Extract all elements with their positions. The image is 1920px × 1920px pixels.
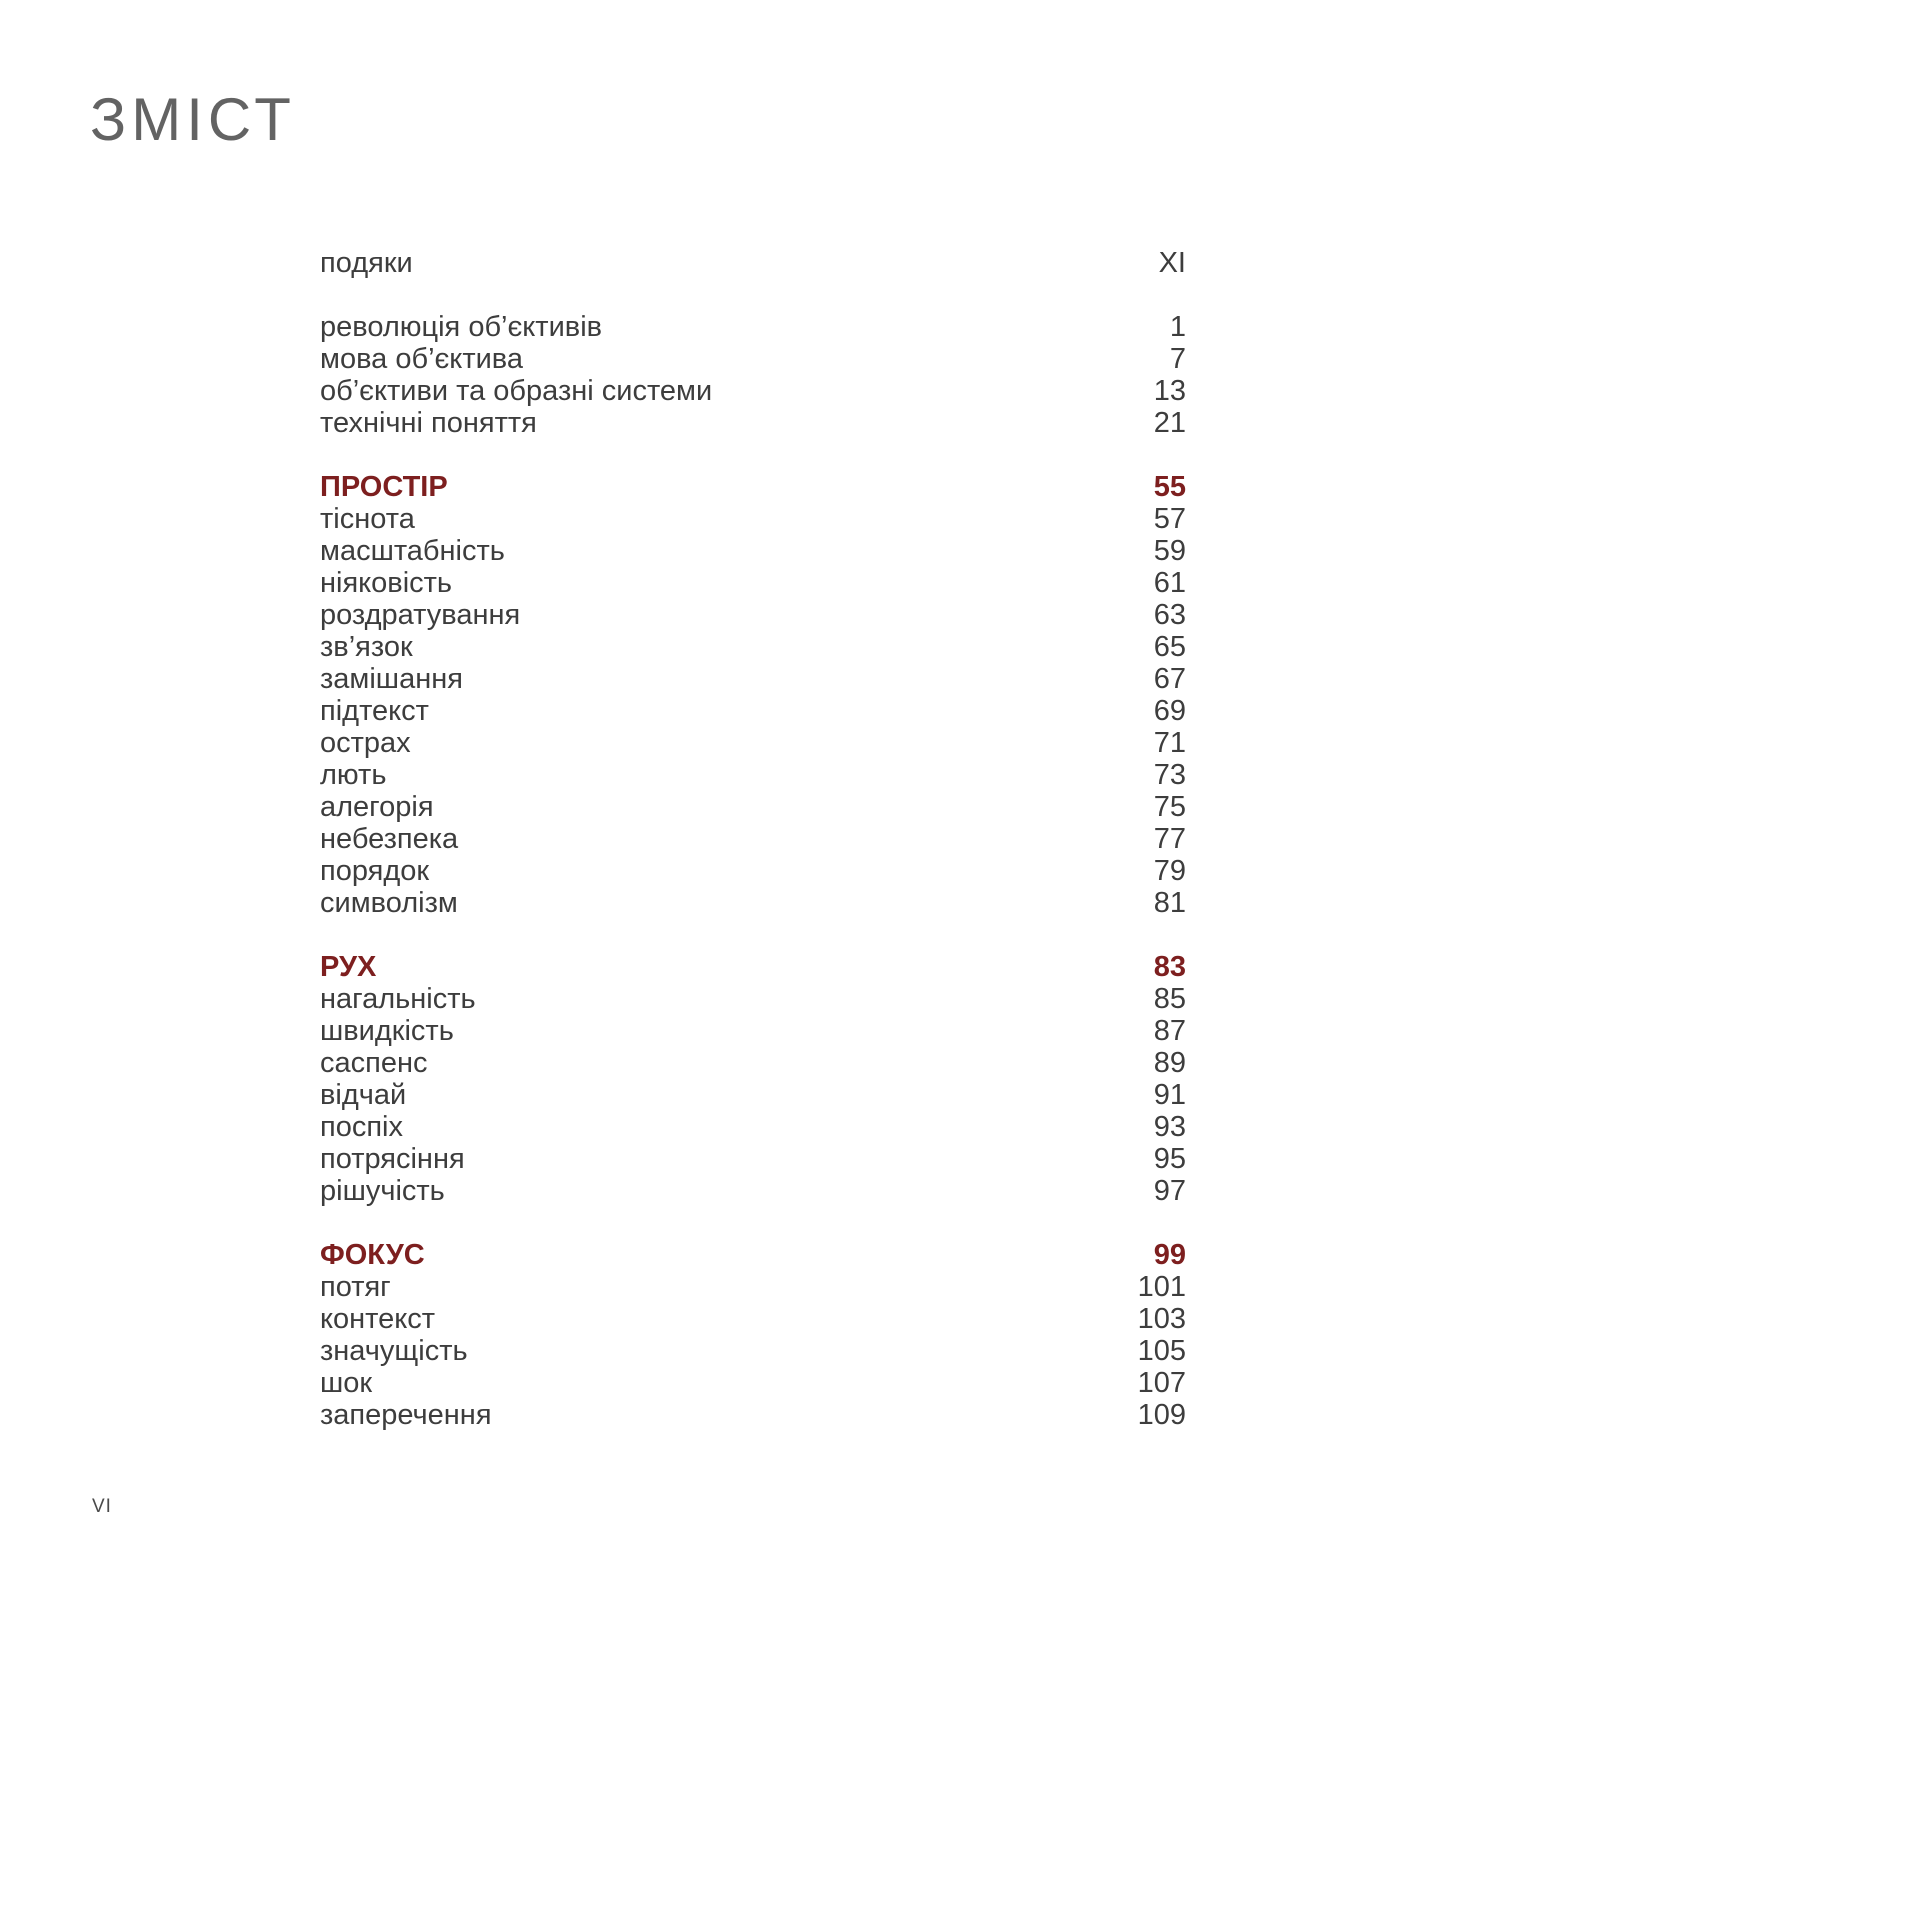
toc-section-page-number: 55 [1153,471,1186,503]
toc-entry-label: потяг [320,1271,391,1303]
toc-section-title: РУХ [320,951,377,983]
toc-entry [320,823,1186,855]
toc-entry-label: роздратування [320,599,521,631]
toc-entry [320,1399,1186,1431]
toc-entry [320,311,1186,343]
toc-entry-page-number: 73 [1153,759,1186,791]
toc-entry [320,1175,1186,1207]
toc-entry-label: замішання [320,663,463,695]
toc-list [320,247,1186,1431]
toc-entry-page-number: 71 [1153,727,1186,759]
toc-entry-page-number: 67 [1153,663,1186,695]
toc-entry [320,1303,1186,1335]
toc-entry-page-number: 93 [1153,1111,1186,1143]
toc-entry [320,887,1186,919]
toc-entry-page-number: 95 [1153,1143,1186,1175]
toc-entry-label: революція об’єктивів [320,311,603,343]
toc-entry-label: потрясіння [320,1143,465,1175]
toc-entry-label: алегорія [320,791,434,823]
toc-entry-label: саспенс [320,1047,428,1079]
toc-entry [320,855,1186,887]
toc-entry [320,727,1186,759]
toc-entry [320,1111,1186,1143]
toc-entry-page-number: 75 [1153,791,1186,823]
toc-entry-label: тіснота [320,503,415,535]
toc-entry-page-number: 87 [1153,1015,1186,1047]
toc-entry-page-number: 91 [1153,1079,1186,1111]
toc-entry [320,1367,1186,1399]
toc-section-page-number: 99 [1153,1239,1186,1271]
toc-group [320,471,1186,919]
toc-entry-page-number: 97 [1153,1175,1186,1207]
toc-group [320,1239,1186,1431]
toc-entry-page-number: 109 [1137,1399,1186,1431]
toc-entry [320,983,1186,1015]
toc-entry-label: порядок [320,855,430,887]
toc-entry-page-number: 103 [1137,1303,1186,1335]
toc-entry-page-number: 63 [1153,599,1186,631]
toc-entry-page-number: 61 [1153,567,1186,599]
toc-entry-label: поспіх [320,1111,403,1143]
page-title: ЗМІСТ [90,86,296,153]
toc-section-title: ФОКУС [320,1239,425,1271]
toc-entry-label: ніяковість [320,567,453,599]
toc-entry [320,599,1186,631]
toc-entry-page-number: 65 [1153,631,1186,663]
toc-entry-label: нагальність [320,983,476,1015]
toc-entry-page-number: 107 [1137,1367,1186,1399]
toc-entry-label: подяки [320,247,413,279]
toc-entry-label: масштабність [320,535,505,567]
toc-entry-page-number: 89 [1153,1047,1186,1079]
toc-entry-page-number: 7 [1169,343,1186,375]
toc-entry-page-number: 21 [1153,407,1186,439]
toc-entry-label: швидкість [320,1015,454,1047]
toc-entry-page-number: 105 [1137,1335,1186,1367]
toc-entry-label: острах [320,727,411,759]
toc-entry-page-number: 1 [1169,311,1186,343]
toc-group [320,247,1186,279]
toc-entry-label: відчай [320,1079,407,1111]
toc-section-title: ПРОСТІР [320,471,448,503]
toc-entry-page-number: 79 [1153,855,1186,887]
toc-entry-page-number: 57 [1153,503,1186,535]
toc-section-page-number: 83 [1153,951,1186,983]
toc-entry [320,1143,1186,1175]
toc-entry [320,1271,1186,1303]
toc-entry-label: значущість [320,1335,468,1367]
toc-entry-page-number: 69 [1153,695,1186,727]
toc-entry-label: зв’язок [320,631,413,663]
toc-entry-page-number: 13 [1153,375,1186,407]
toc-entry-page-number: 77 [1153,823,1186,855]
toc-entry [320,1047,1186,1079]
toc-entry [320,407,1186,439]
toc-entry [320,631,1186,663]
folio-page-number: VI [92,1496,112,1517]
toc-entry-label: заперечення [320,1399,492,1431]
toc-group [320,951,1186,1207]
toc-entry [320,791,1186,823]
toc-entry-label: технічні поняття [320,407,537,439]
toc-entry [320,535,1186,567]
toc-entry [320,695,1186,727]
toc-entry [320,1079,1186,1111]
toc-entry-label: контекст [320,1303,436,1335]
toc-entry-label: лють [320,759,387,791]
toc-section-header [320,951,1186,983]
toc-entry-label: мова об’єктива [320,343,524,375]
toc-entry [320,1015,1186,1047]
toc-entry [320,503,1186,535]
toc-entry [320,375,1186,407]
toc-entry-label: небезпека [320,823,459,855]
toc-entry-page-number: XI [1158,247,1186,279]
toc-entry-page-number: 59 [1153,535,1186,567]
toc-entry-label: шок [320,1367,373,1399]
toc-section-header [320,471,1186,503]
toc-entry-label: рішучість [320,1175,445,1207]
toc-entry-label: підтекст [320,695,429,727]
toc-group [320,311,1186,439]
toc-entry [320,567,1186,599]
toc-entry [320,1335,1186,1367]
toc-entry [320,759,1186,791]
toc-section-header [320,1239,1186,1271]
toc-entry [320,343,1186,375]
toc-entry [320,247,1186,279]
toc-entry-page-number: 81 [1153,887,1186,919]
toc-entry-label: символізм [320,887,458,919]
toc-entry-page-number: 101 [1137,1271,1186,1303]
toc-entry [320,663,1186,695]
toc-entry-page-number: 85 [1153,983,1186,1015]
toc-entry-label: об’єктиви та образні системи [320,375,713,407]
